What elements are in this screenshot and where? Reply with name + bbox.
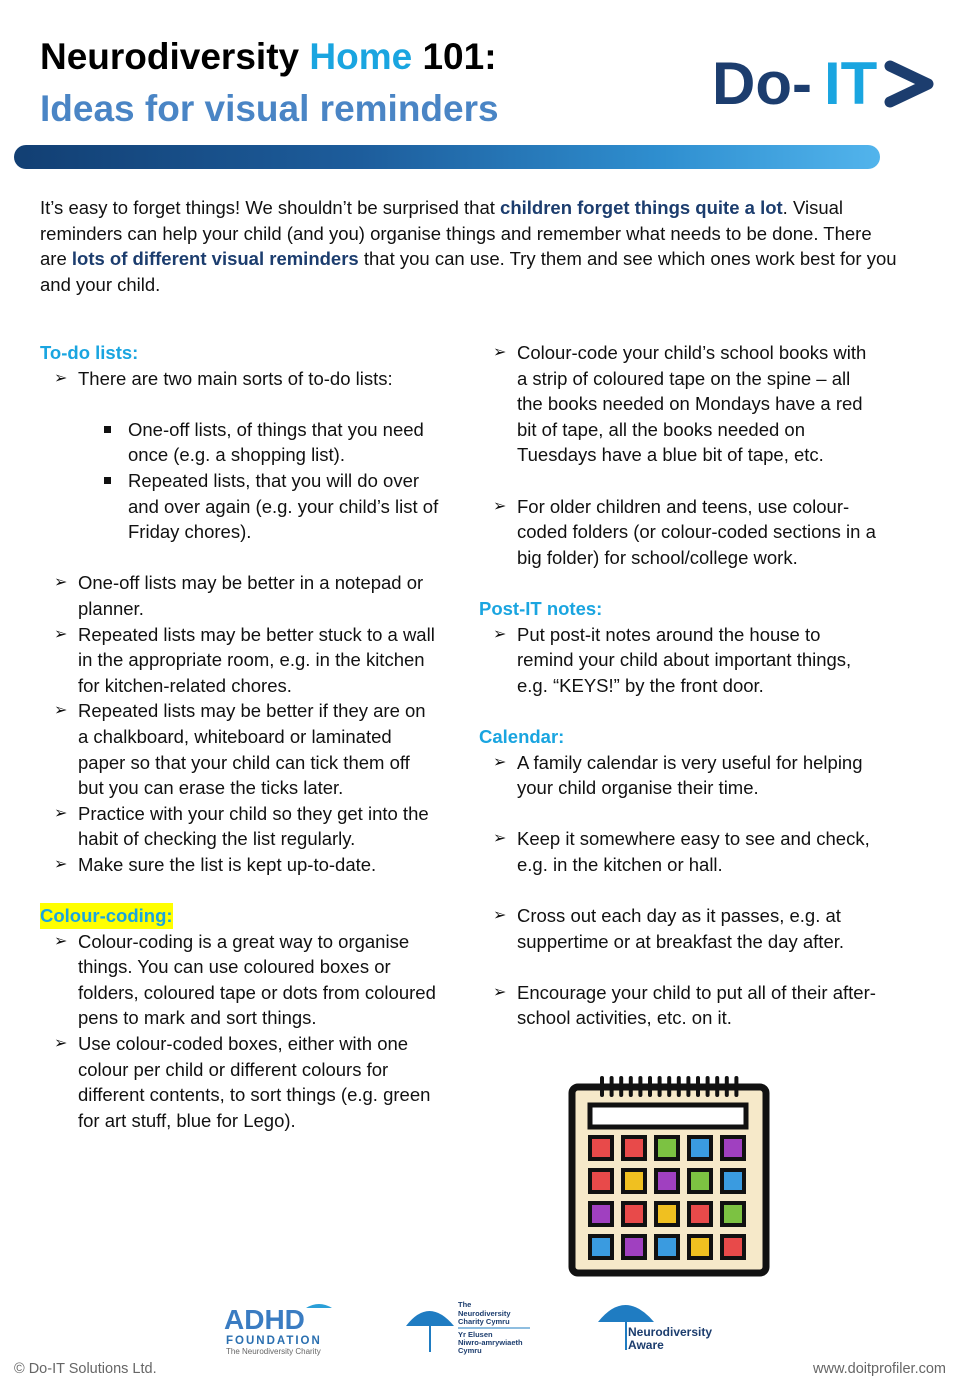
- colour-coding-heading: Colour-coding:: [40, 903, 173, 929]
- arrow-bullet-icon: ➢: [54, 702, 68, 720]
- svg-text:The Neurodiversity Charity: The Neurodiversity Charity: [226, 1347, 321, 1356]
- svg-text:Aware: Aware: [628, 1338, 664, 1352]
- intro-paragraph: It’s easy to forget things! We shouldn’t be surprised that children forget things quite a lot. Visual reminders can help your child (and you) organise things and remember what needs to be done. There are lots of different visual reminders that you can use. Try them and see which ones work best for you and your child.: [40, 197, 897, 295]
- svg-text:Do-: Do-: [712, 52, 812, 116]
- list-item: ➢ Make sure the list is kept up-to-date.: [40, 852, 440, 878]
- calendar-cell: [623, 1236, 645, 1258]
- calendar-cell: [656, 1236, 678, 1258]
- list-item: ➢ Use colour-coded boxes, either with one colour per child or different colours for different contents, to sort things (e.g. green for art stuff, blue for Lego).: [54, 1033, 431, 1131]
- arrow-bullet-icon: ➢: [54, 369, 68, 387]
- calendar-cell: [656, 1137, 678, 1159]
- page-title: Neurodiversity Home 101:: [40, 36, 497, 77]
- list-item: ➢ For older children and teens, use colour-coded folders (or colour-coded sections in a big folder) for school/college work.: [493, 495, 876, 568]
- calendar-icon: [568, 1075, 770, 1277]
- arrow-bullet-icon: ➢: [493, 830, 507, 848]
- arrow-bullet-icon: ➢: [54, 855, 68, 873]
- adhd-foundation-logo: [222, 1302, 338, 1356]
- todo-heading: To-do lists:: [40, 342, 139, 363]
- list-item: ➢ Colour-code your child’s school books with a strip of coloured tape on the spine – all the books needed on Mondays have a red bit of tape, all the books needed on Tuesdays have a blue bit of tape, etc.: [493, 342, 867, 466]
- calendar-cell: [590, 1170, 612, 1192]
- calendar-cell: [656, 1203, 678, 1225]
- calendar-cell: [689, 1137, 711, 1159]
- arrow-bullet-icon: ➢: [54, 574, 68, 592]
- arrow-bullet-icon: ➢: [493, 907, 507, 925]
- calendar-cell: [722, 1236, 744, 1258]
- calendar-heading: Calendar:: [479, 725, 565, 747]
- postit-heading: Post-IT notes:: [479, 597, 603, 619]
- list-item: ➢ Put post-it notes around the house to remind your child about important things, e.g. “KEYS!” by the front door.: [493, 623, 852, 696]
- calendar-cell: [590, 1137, 612, 1159]
- arrow-bullet-icon: ➢: [54, 804, 68, 822]
- svg-text:FOUNDATION: FOUNDATION: [226, 1335, 322, 1347]
- arrow-bullet-icon: ➢: [493, 753, 507, 771]
- calendar-cell: [590, 1236, 612, 1258]
- list-item: ➢ There are two main sorts of to-do lists:: [40, 366, 440, 392]
- square-bullet-icon: [104, 477, 111, 484]
- arrow-bullet-icon: ➢: [54, 1035, 68, 1053]
- svg-text:IT: IT: [824, 52, 878, 116]
- list-item: ➢ Cross out each day as it passes, e.g. at suppertime or at breakfast the day after.: [493, 905, 845, 952]
- calendar-cell: [623, 1170, 645, 1192]
- arrow-bullet-icon: ➢: [493, 344, 507, 361]
- svg-text:The: The: [458, 1300, 472, 1309]
- calendar-cell: [689, 1170, 711, 1192]
- calendar-cell: [722, 1137, 744, 1159]
- arrow-bullet-icon: ➢: [54, 932, 68, 950]
- arrow-bullet-icon: ➢: [54, 625, 68, 643]
- calendar-cell: [656, 1170, 678, 1192]
- arrow-bullet-icon: ➢: [493, 983, 507, 1001]
- svg-text:ADHD: ADHD: [224, 1304, 305, 1335]
- calendar-cell: [689, 1203, 711, 1225]
- calendar-cell: [623, 1203, 645, 1225]
- footer-copyright: © Do-IT Solutions Ltd.: [14, 1361, 157, 1377]
- calendar-cell: [689, 1236, 711, 1258]
- list-item: ➢ A family calendar is very useful for helping your child organise their time.: [493, 751, 863, 799]
- list-item: ➢ Repeated lists may be better if they are on a chalkboard, whiteboard or laminated paper so that your child can tick them off but you can erase the ticks later.: [54, 700, 426, 799]
- list-item: ➢ One-off lists may be better in a notepad or planner.: [54, 572, 424, 619]
- list-item: Repeated lists, that you will do over and over again (e.g. your child’s list of Friday chores).: [40, 468, 440, 545]
- svg-text:Charity Cymru: Charity Cymru: [458, 1317, 510, 1326]
- right-column: [479, 340, 879, 1031]
- page-subtitle: Ideas for visual reminders: [40, 88, 499, 129]
- neurodiversity-aware-logo: [596, 1292, 726, 1354]
- calendar-cell: [722, 1203, 744, 1225]
- neurodiversity-charity-cymru-logo: [404, 1298, 534, 1356]
- arrow-bullet-icon: ➢: [493, 625, 507, 643]
- list-item: ➢ Encourage your child to put all of their after-school activities, etc. on it.: [493, 981, 876, 1029]
- list-item: One-off lists, of things that you need once (e.g. a shopping list).: [40, 417, 440, 468]
- square-bullet-icon: [104, 426, 111, 433]
- list-item: ➢ Repeated lists may be better stuck to a wall in the appropriate room, e.g. in the kitchen for kitchen-related chores.: [54, 623, 435, 696]
- calendar-cell: [623, 1137, 645, 1159]
- calendar-cell: [722, 1170, 744, 1192]
- svg-text:Yr Elusen: Yr Elusen: [458, 1330, 493, 1339]
- list-item: ➢ Colour-coding is a great way to organise things. You can use coloured boxes or folders, coloured tape or dots from coloured pens to mark and sort things.: [54, 930, 436, 1029]
- arrow-bullet-icon: ➢: [493, 497, 507, 515]
- footer-website-link[interactable]: www.doitprofiler.com: [813, 1361, 946, 1377]
- svg-text:Neurodiversity: Neurodiversity: [458, 1309, 511, 1318]
- calendar-cell: [590, 1203, 612, 1225]
- svg-text:Cymru: Cymru: [458, 1346, 482, 1355]
- header-divider-bar: [14, 145, 880, 169]
- svg-text:Niwro-amrywiaeth: Niwro-amrywiaeth: [458, 1338, 523, 1347]
- svg-text:Neurodiversity: Neurodiversity: [628, 1325, 713, 1339]
- list-item: ➢ Keep it somewhere easy to see and check, e.g. in the kitchen or hall.: [493, 828, 870, 875]
- list-item: ➢ Practice with your child so they get into the habit of checking the list regularly.: [54, 802, 429, 850]
- left-column: [40, 340, 440, 1133]
- do-it-logo: [712, 52, 934, 116]
